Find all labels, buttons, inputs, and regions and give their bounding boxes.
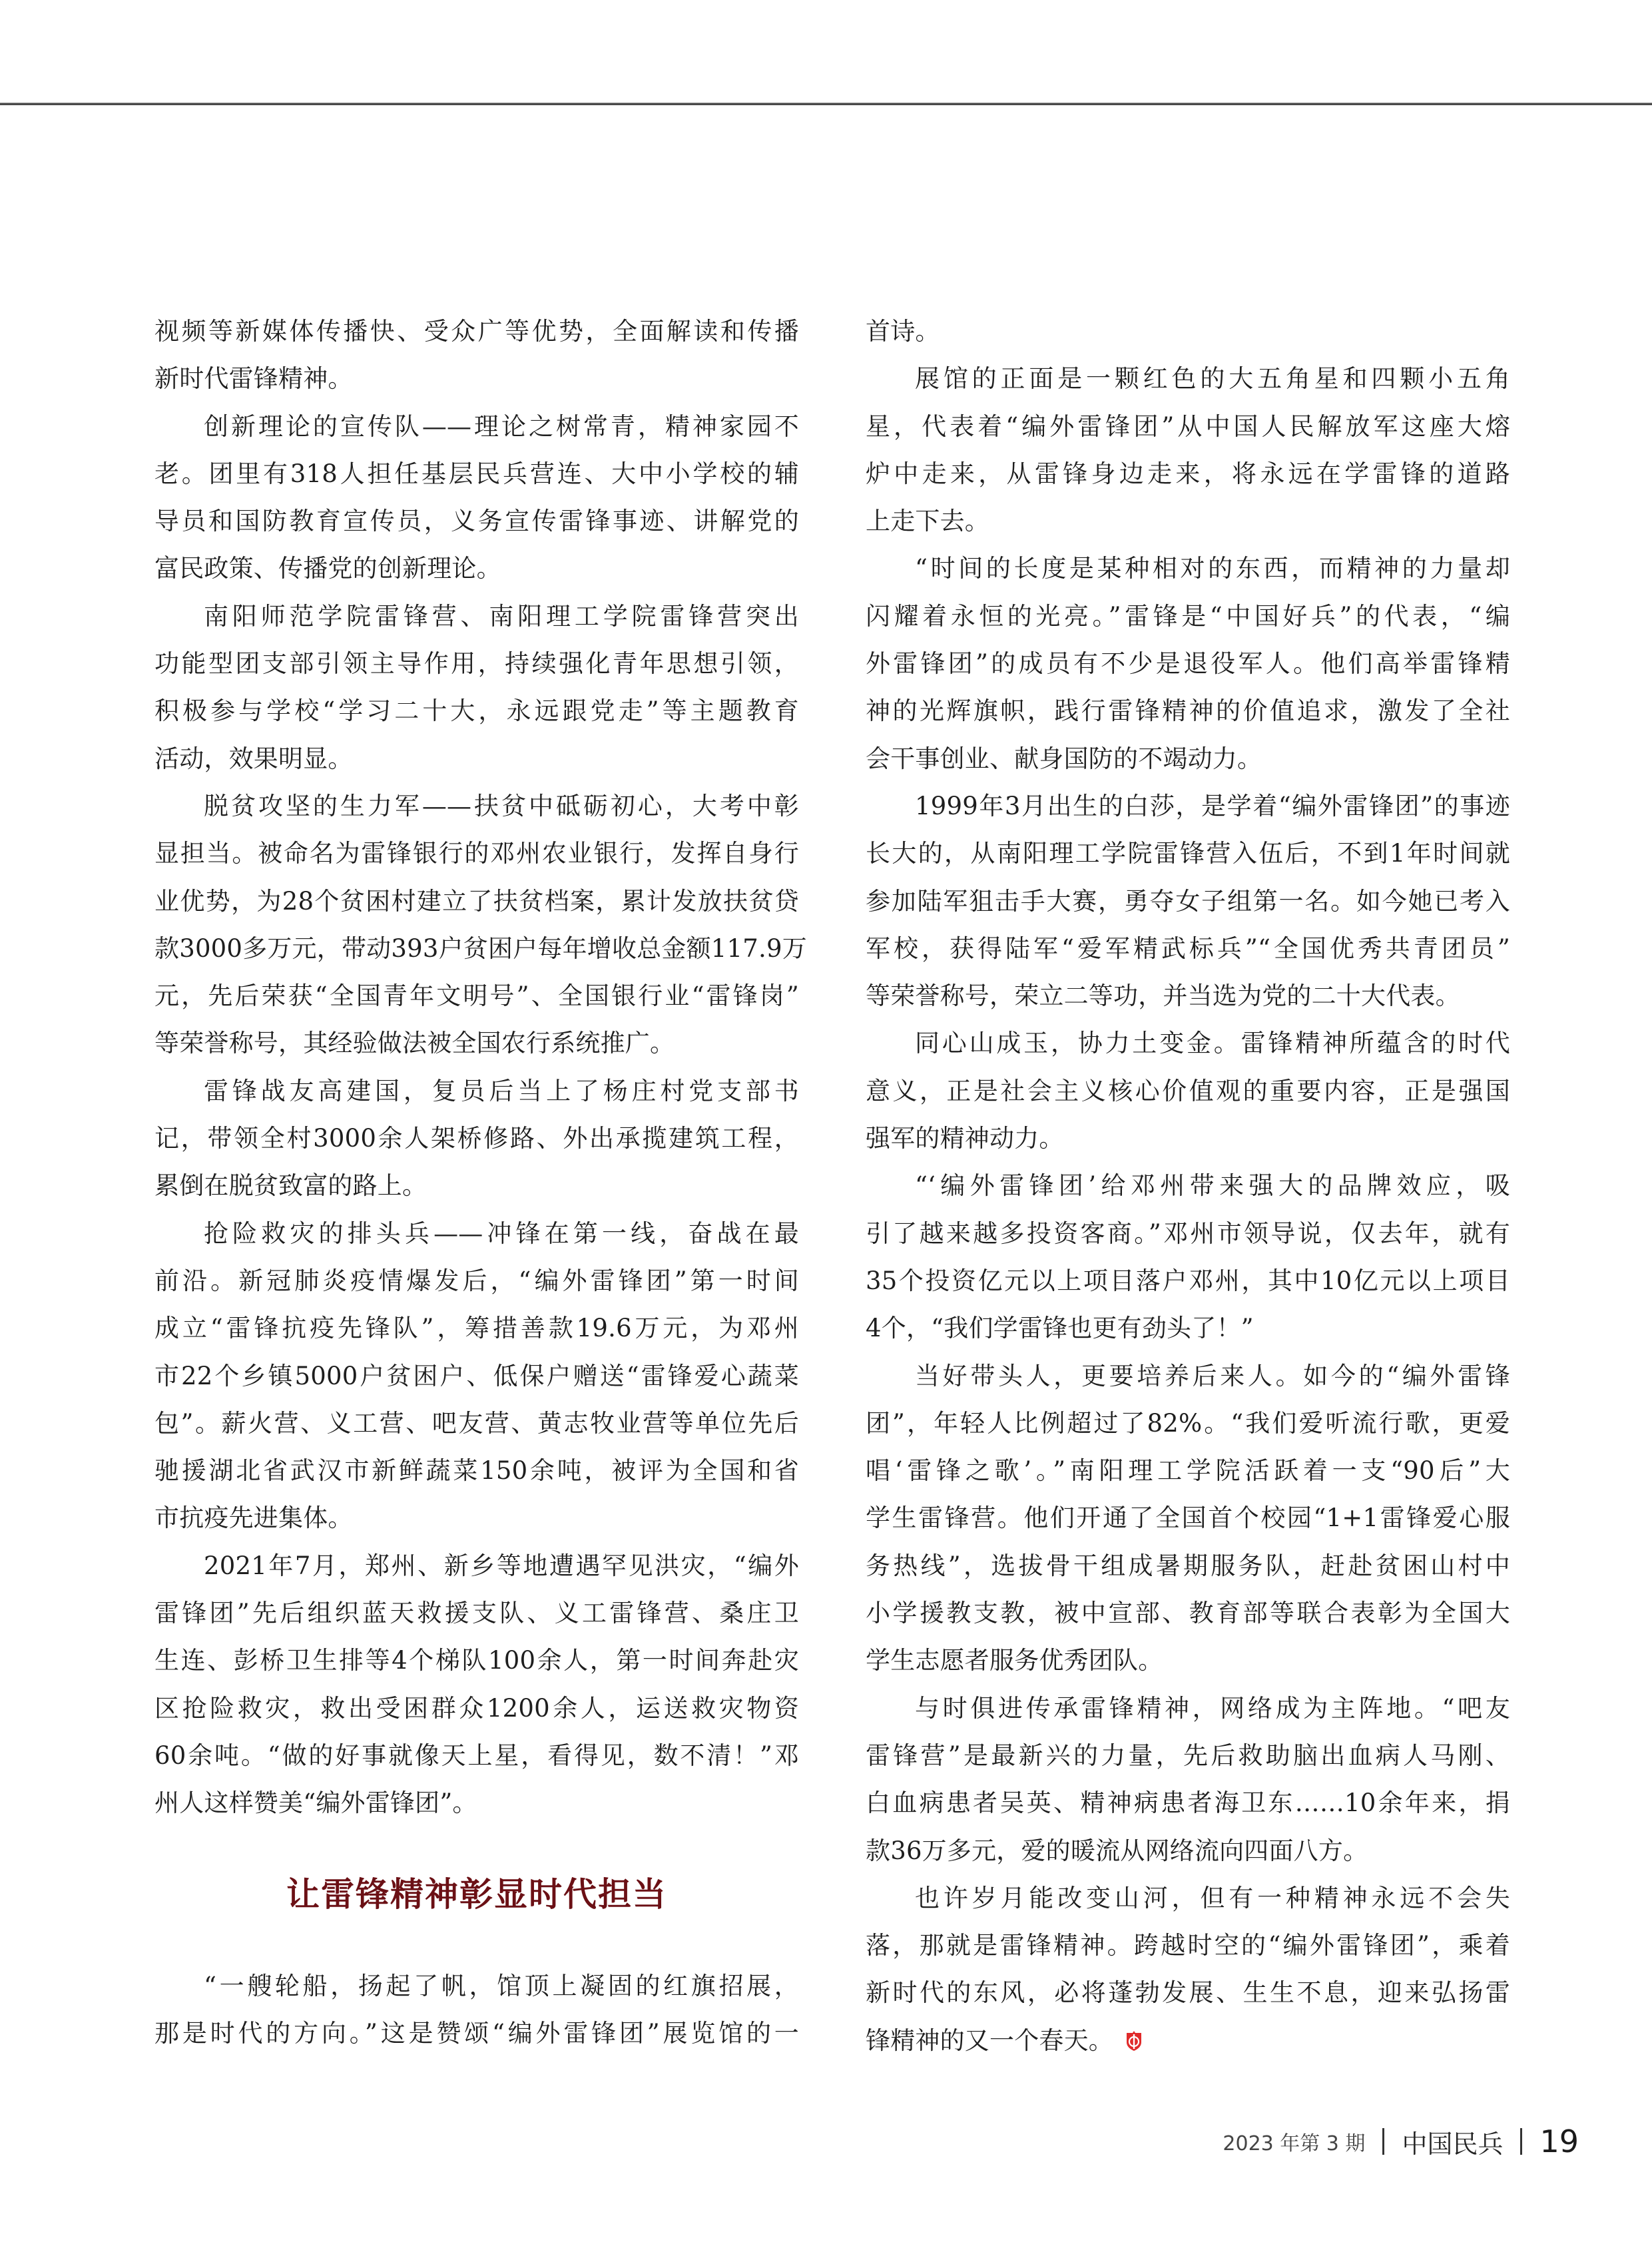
text-line	[154, 450, 799, 497]
text-line-content: 60余吨。“做的好事就像天上星，看得见，数不清！”邓	[154, 1741, 799, 1770]
text-line	[866, 593, 1510, 640]
text-line	[866, 355, 1510, 402]
text-line	[154, 308, 799, 355]
text-line	[866, 308, 1510, 355]
footer-issue: 2023 年第 3 期	[1223, 2132, 1366, 2155]
text-line-content: 雷锋营”是最新兴的力量，先后救助脑出血病人马刚、	[866, 1741, 1510, 1770]
text-line	[866, 972, 1510, 1019]
text-line	[866, 2017, 1510, 2064]
text-line	[154, 2010, 799, 2057]
text-line	[154, 1685, 799, 1732]
text-line	[154, 1447, 799, 1494]
text-line	[866, 1589, 1510, 1637]
text-line	[154, 593, 799, 640]
text-line	[866, 1542, 1510, 1589]
text-line-content: 驰援湖北省武汉市新鲜蔬菜150余吨，被评为全国和省	[154, 1456, 799, 1486]
text-line	[866, 1922, 1510, 1969]
text-line-content: 视频等新媒体传播快、受众广等优势，全面解读和传播	[154, 317, 799, 346]
text-line-content: 参加陆军狙击手大赛，勇夺女子组第一名。如今她已考入	[866, 886, 1510, 916]
text-line	[154, 972, 799, 1019]
text-line-content: 区抢险救灾，救出受困群众1200余人，运送救灾物资	[154, 1693, 799, 1723]
text-line-content: 包”。薪火营、义工营、吧友营、黄志牧业营等单位先后	[154, 1408, 799, 1438]
text-line	[866, 1210, 1510, 1257]
text-line	[154, 403, 799, 450]
text-line-content: 款3000多万元，带动393户贫困户每年增收总金额117.9万	[154, 934, 807, 963]
text-line-content: 星，代表着“编外雷锋团”从中国人民解放军这座大熔	[866, 412, 1510, 441]
text-line-content: 雷锋战友高建国，复员后当上了杨庄村党支部书	[204, 1076, 799, 1105]
text-line	[866, 497, 1510, 545]
text-line	[154, 1304, 799, 1352]
text-line	[154, 1589, 799, 1637]
text-line-content: 务热线”，选拔骨干组成暑期服务队，赶赴贫困山村中	[866, 1551, 1510, 1580]
text-line-content: 新时代的东风，必将蓬勃发展、生生不息，迎来弘扬雷	[866, 1978, 1510, 2008]
footer-divider	[1382, 2128, 1384, 2155]
text-line	[154, 1732, 799, 1779]
end-mark-icon	[1125, 2020, 1143, 2041]
text-line	[866, 1969, 1510, 2016]
text-line	[154, 1115, 799, 1162]
top-rule	[0, 103, 1652, 105]
text-line	[866, 1637, 1510, 1684]
text-line	[866, 545, 1510, 592]
text-line	[154, 925, 807, 972]
text-line-content: 学生志愿者服务优秀团队。	[866, 1646, 1163, 1675]
text-line-content: 南阳师范学院雷锋营、南阳理工学院雷锋营突出	[204, 601, 799, 631]
text-line	[866, 782, 1510, 830]
text-line	[866, 830, 1510, 877]
text-line-content: 意义，正是社会主义核心价值观的重要内容，正是强国	[866, 1076, 1510, 1105]
text-line-content: 雷锋团”先后组织蓝天救援支队、义工雷锋营、桑庄卫	[154, 1599, 799, 1628]
text-line-content: 成立“雷锋抗疫先锋队”，筹措善款19.6万元，为邓州	[154, 1314, 799, 1343]
text-line-content: 1999年3月出生的白莎，是学着“编外雷锋团”的事迹	[915, 791, 1510, 820]
text-line	[154, 1067, 799, 1115]
text-line	[154, 735, 799, 782]
text-line-content: “时间的长度是某种相对的东西，而精神的力量却	[915, 554, 1510, 583]
text-line	[866, 878, 1510, 925]
text-line	[866, 687, 1510, 734]
text-line	[866, 1019, 1510, 1067]
footer-magazine-name: 中国民兵	[1402, 2129, 1504, 2159]
text-line-content: 锋精神的又一个春天。	[866, 2026, 1113, 2055]
text-line	[154, 1257, 799, 1304]
left-column-after-heading	[154, 1962, 799, 2058]
text-line-content: 落，那就是雷锋精神。跨越时空的“编外雷锋团”，乘着	[866, 1931, 1510, 1960]
text-line-content: 活动，效果明显。	[154, 744, 353, 773]
text-line-content: “‘编外雷锋团’给邓州带来强大的品牌效应，吸	[915, 1171, 1510, 1201]
text-line-content: 等荣誉称号，其经验做法被全国农行系统推广。	[154, 1029, 675, 1058]
text-line-content: 白血病患者吴英、精神病患者海卫东……10余年来，捐	[866, 1789, 1510, 1818]
text-line	[866, 1779, 1510, 1826]
text-line-content: 元，先后荣获“全国青年文明号”、全国银行业“雷锋岗”	[154, 981, 799, 1011]
text-line-content: “一艘轮船，扬起了帆，馆顶上凝固的红旗招展，	[204, 1972, 799, 2000]
text-line	[866, 1304, 1510, 1352]
text-line	[154, 1352, 799, 1400]
text-line	[866, 925, 1510, 972]
text-line	[866, 403, 1510, 450]
text-line-content: 富民政策、传播党的创新理论。	[154, 554, 501, 583]
text-line	[154, 1494, 799, 1541]
text-line-content: 闪耀着永恒的光亮。”雷锋是“中国好兵”的代表，“编	[866, 601, 1510, 631]
text-line-content: 等荣誉称号，荣立二等功，并当选为党的二十大代表。	[866, 981, 1460, 1011]
text-line	[866, 1685, 1510, 1732]
text-line-content: 强军的精神动力。	[866, 1124, 1064, 1153]
text-line-content: 导员和国防教育宣传员，义务宣传雷锋事迹、讲解党的	[154, 507, 799, 536]
text-line	[154, 782, 799, 830]
text-line	[866, 1494, 1510, 1541]
text-line-content: 市22个乡镇5000户贫困户、低保户赠送“雷锋爱心蔬菜	[154, 1361, 799, 1390]
text-line	[866, 735, 1510, 782]
text-line-content: 脱贫攻坚的生力军——扶贫中砥砺初心，大考中彰	[204, 791, 799, 820]
text-line	[866, 1257, 1510, 1304]
footer-divider	[1520, 2128, 1522, 2155]
right-column	[866, 308, 1510, 2064]
text-line-content: 炉中走来，从雷锋身边走来，将永远在学雷锋的道路	[866, 459, 1510, 488]
text-line	[154, 1962, 799, 2010]
text-line-content: 同心山成玉，协力土变金。雷锋精神所蕴含的时代	[915, 1029, 1510, 1058]
text-line	[866, 1352, 1510, 1400]
text-line-content: 团”，年轻人比例超过了82%。“我们爱听流行歌，更爱	[866, 1408, 1510, 1438]
text-line	[866, 1162, 1510, 1209]
text-line	[866, 1827, 1510, 1874]
text-line-content: 业优势，为28个贫困村建立了扶贫档案，累计发放扶贫贷	[154, 886, 799, 916]
text-line	[866, 1874, 1510, 1922]
text-line-content: 与时俱进传承雷锋精神，网络成为主阵地。“吧友	[915, 1693, 1510, 1723]
text-line-content: 小学援教支教，被中宣部、教育部等联合表彰为全国大	[866, 1599, 1510, 1628]
text-line-content: 上走下去。	[866, 507, 989, 536]
text-line	[154, 1542, 799, 1589]
text-line-content: 当好带头人，更要培养后来人。如今的“编外雷锋	[915, 1361, 1510, 1390]
text-line	[154, 355, 799, 402]
text-line-content: 积极参与学校“学习二十大，永远跟党走”等主题教育	[154, 697, 799, 726]
text-line	[866, 1067, 1510, 1115]
text-line	[154, 1210, 799, 1257]
text-line-content: 抢险救灾的排头兵——冲锋在第一线，奋战在最	[204, 1219, 799, 1248]
text-line-content: 长大的，从南阳理工学院雷锋营入伍后，不到1年时间就	[866, 839, 1510, 868]
section-heading: 让雷锋精神彰显时代担当	[286, 1875, 667, 1914]
text-line	[866, 640, 1510, 687]
text-line-content: 累倒在脱贫致富的路上。	[154, 1171, 427, 1201]
text-line	[154, 640, 799, 687]
text-line	[154, 497, 799, 545]
text-line	[154, 687, 799, 734]
text-line	[866, 1732, 1510, 1779]
text-line-content: 4个，“我们学雷锋也更有劲头了！”	[866, 1314, 1254, 1343]
text-line	[154, 1637, 799, 1684]
text-line-content: 州人这样赞美“编外雷锋团”。	[154, 1789, 477, 1818]
text-line-content: 生连、彭桥卫生排等4个梯队100余人，第一时间奔赴灾	[154, 1646, 799, 1675]
text-line	[154, 830, 799, 877]
text-line-content: 引了越来越多投资客商。”邓州市领导说，仅去年，就有	[866, 1219, 1510, 1248]
text-line	[154, 545, 799, 592]
text-line-content: 2021年7月，郑州、新乡等地遭遇罕见洪灾，“编外	[204, 1551, 799, 1580]
text-line	[154, 1162, 799, 1209]
text-line-content: 记，带领全村3000余人架桥修路、外出承揽建筑工程，	[154, 1124, 799, 1153]
text-line-content: 外雷锋团”的成员有不少是退役军人。他们高举雷锋精	[866, 649, 1510, 679]
text-line-content: 前沿。新冠肺炎疫情爆发后，“编外雷锋团”第一时间	[154, 1266, 799, 1295]
left-column	[154, 308, 807, 1827]
page-footer	[1223, 2123, 1579, 2160]
text-line-content: 会干事创业、献身国防的不竭动力。	[866, 744, 1262, 773]
text-line	[154, 1400, 799, 1447]
text-line	[866, 450, 1510, 497]
text-line-content: 款36万多元，爱的暖流从网络流向四面八方。	[866, 1836, 1368, 1865]
text-line-content: 军校，获得陆军“爱军精武标兵”“全国优秀共青团员”	[866, 934, 1510, 963]
text-line-content: 也许岁月能改变山河，但有一种精神永远不会失	[915, 1883, 1510, 1912]
text-line-content: 市抗疫先进集体。	[154, 1504, 353, 1533]
text-line-content: 学生雷锋营。他们开通了全国首个校园“1+1雷锋爱心服	[866, 1504, 1510, 1533]
text-line-content: 新时代雷锋精神。	[154, 364, 353, 394]
text-line-content: 神的光辉旗帜，践行雷锋精神的价值追求，激发了全社	[866, 697, 1510, 726]
text-line-content: 那是时代的方向。”这是赞颂“编外雷锋团”展览馆的一	[154, 2019, 799, 2048]
text-line	[154, 1019, 799, 1067]
text-line-content: 创新理论的宣传队——理论之树常青，精神家园不	[204, 412, 799, 441]
text-line	[866, 1447, 1510, 1494]
text-line	[154, 878, 799, 925]
text-line	[866, 1115, 1510, 1162]
text-line-content: 显担当。被命名为雷锋银行的邓州农业银行，发挥自身行	[154, 839, 799, 868]
text-line-content: 35个投资亿元以上项目落户邓州，其中10亿元以上项目	[866, 1266, 1510, 1295]
text-line-content: 功能型团支部引领主导作用，持续强化青年思想引领，	[154, 649, 799, 679]
text-line	[154, 1779, 799, 1826]
text-line-content: 首诗。	[866, 317, 940, 346]
page-number: 19	[1539, 2123, 1579, 2159]
text-line-content: 展馆的正面是一颗红色的大五角星和四颗小五角	[915, 364, 1510, 394]
text-line	[866, 1400, 1510, 1447]
text-line-content: 老。团里有318人担任基层民兵营连、大中小学校的辅	[154, 459, 799, 488]
text-line-content: 唱‘雷锋之歌’。”南阳理工学院活跃着一支“90后”大	[866, 1456, 1510, 1486]
